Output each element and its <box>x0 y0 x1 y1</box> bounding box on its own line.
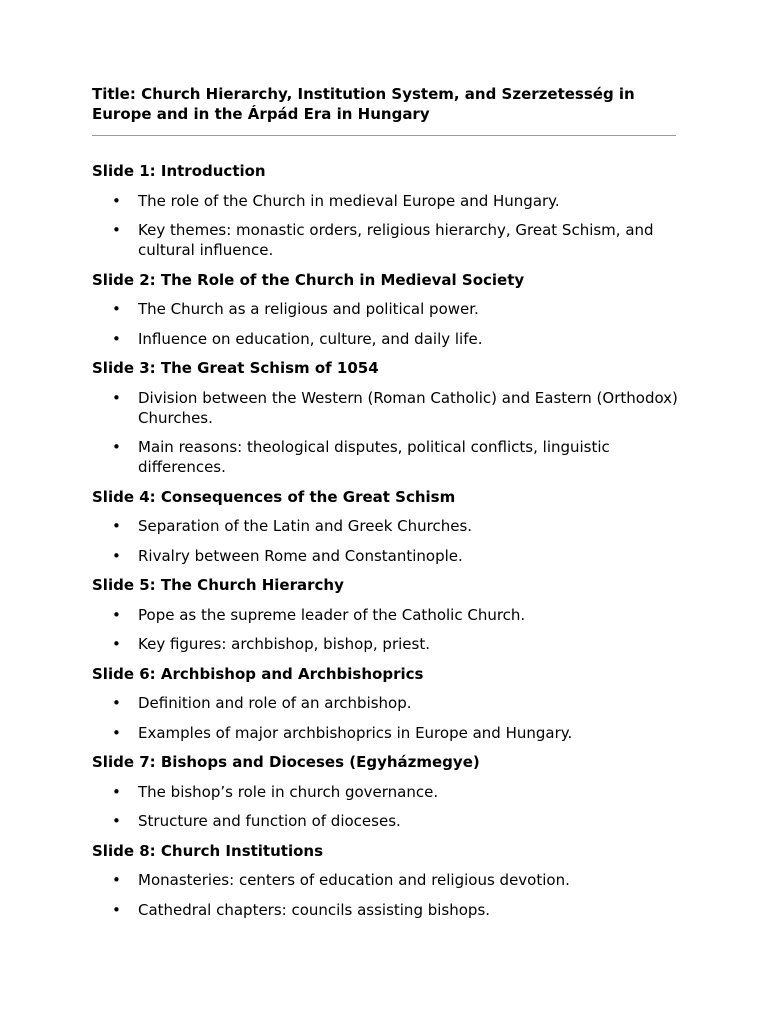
bullet-item <box>92 693 682 713</box>
slide-section-8 <box>92 841 682 920</box>
bullet-text: Key figures: archbishop, bishop, priest. <box>138 635 430 653</box>
bullet-item <box>92 723 682 743</box>
slide-heading: Slide 6: Archbishop and Archbishoprics <box>92 664 424 683</box>
bullet-item <box>92 437 682 477</box>
bullet-item <box>92 329 682 349</box>
bullet-list <box>92 388 682 478</box>
bullet-icon: • <box>112 438 121 456</box>
bullet-text: Structure and function of dioceses. <box>138 812 401 830</box>
slide-heading: Slide 1: Introduction <box>92 162 266 180</box>
bullet-list <box>92 299 682 349</box>
bullet-text: Key themes: monastic orders, religious hierarchy, Great Schism, and cultural influence. <box>138 221 654 259</box>
bullet-icon: • <box>112 300 121 318</box>
bullet-text: Rivalry between Rome and Constantinople. <box>138 546 463 565</box>
bullet-text: Definition and role of an archbishop. <box>138 694 412 712</box>
bullet-icon: • <box>112 605 121 624</box>
slide-section-3 <box>92 358 682 477</box>
title-divider <box>92 135 676 136</box>
bullet-text: Influence on education, culture, and daily life. <box>138 329 483 348</box>
bullet-item <box>92 546 682 566</box>
bullet-text: The Church as a religious and political power. <box>138 300 479 318</box>
bullet-icon: • <box>112 546 121 565</box>
bullet-list <box>92 782 682 832</box>
bullet-text: Examples of major archbishoprics in Europe and Hungary. <box>138 723 573 742</box>
bullet-item <box>92 191 682 211</box>
bullet-text: Division between the Western (Roman Catholic) and Eastern (Orthodox) Churches. <box>138 388 678 427</box>
bullet-text: The bishop’s role in church governance. <box>138 782 439 801</box>
slide-heading: Slide 5: The Church Hierarchy <box>92 576 344 594</box>
bullet-item <box>92 870 682 890</box>
slide-section-2 <box>92 270 682 349</box>
bullet-icon: • <box>112 329 121 348</box>
bullet-item <box>92 811 682 831</box>
bullet-list <box>92 516 682 566</box>
bullet-item <box>92 299 682 319</box>
bullet-item <box>92 900 682 920</box>
bullet-text: Cathedral chapters: councils assisting bishops. <box>138 900 491 919</box>
bullet-icon: • <box>112 723 121 742</box>
bullet-icon: • <box>112 517 121 535</box>
bullet-icon: • <box>112 900 121 919</box>
bullet-list <box>92 693 682 743</box>
bullet-icon: • <box>112 871 121 889</box>
bullet-item <box>92 516 682 536</box>
document-body <box>92 161 682 929</box>
bullet-item <box>92 220 682 260</box>
bullet-list <box>92 191 682 261</box>
slide-heading: Slide 7: Bishops and Dioceses (Egyházmegye) <box>92 753 480 771</box>
bullet-text: Main reasons: theological disputes, political conflicts, linguistic differences. <box>138 438 610 476</box>
bullet-icon: • <box>112 694 121 712</box>
bullet-list <box>92 870 682 920</box>
slide-heading: Slide 3: The Great Schism of 1054 <box>92 359 379 377</box>
slide-heading: Slide 2: The Role of the Church in Medieval Society <box>92 270 525 289</box>
slide-section-4 <box>92 487 682 566</box>
slide-section-6 <box>92 664 682 743</box>
bullet-item <box>92 634 682 654</box>
bullet-icon: • <box>112 221 121 239</box>
bullet-item <box>92 388 682 428</box>
bullet-list <box>92 605 682 655</box>
bullet-item <box>92 605 682 625</box>
document-title: Title: Church Hierarchy, Institution System, and Szerzetesség in Europe and in the Árpád Era in Hungary <box>92 85 635 123</box>
bullet-text: Separation of the Latin and Greek Churches. <box>138 517 473 535</box>
bullet-text: The role of the Church in medieval Europe and Hungary. <box>138 191 560 210</box>
bullet-text: Monasteries: centers of education and religious devotion. <box>138 871 570 889</box>
bullet-icon: • <box>112 388 121 407</box>
slide-section-5 <box>92 575 682 654</box>
bullet-icon: • <box>112 782 121 801</box>
bullet-text: Pope as the supreme leader of the Catholic Church. <box>138 605 526 624</box>
slide-heading: Slide 8: Church Institutions <box>92 841 324 860</box>
bullet-icon: • <box>112 635 121 653</box>
slide-section-1 <box>92 161 682 260</box>
bullet-icon: • <box>112 812 121 830</box>
bullet-icon: • <box>112 191 121 210</box>
slide-heading: Slide 4: Consequences of the Great Schism <box>92 487 456 506</box>
bullet-item <box>92 782 682 802</box>
slide-section-7 <box>92 752 682 831</box>
